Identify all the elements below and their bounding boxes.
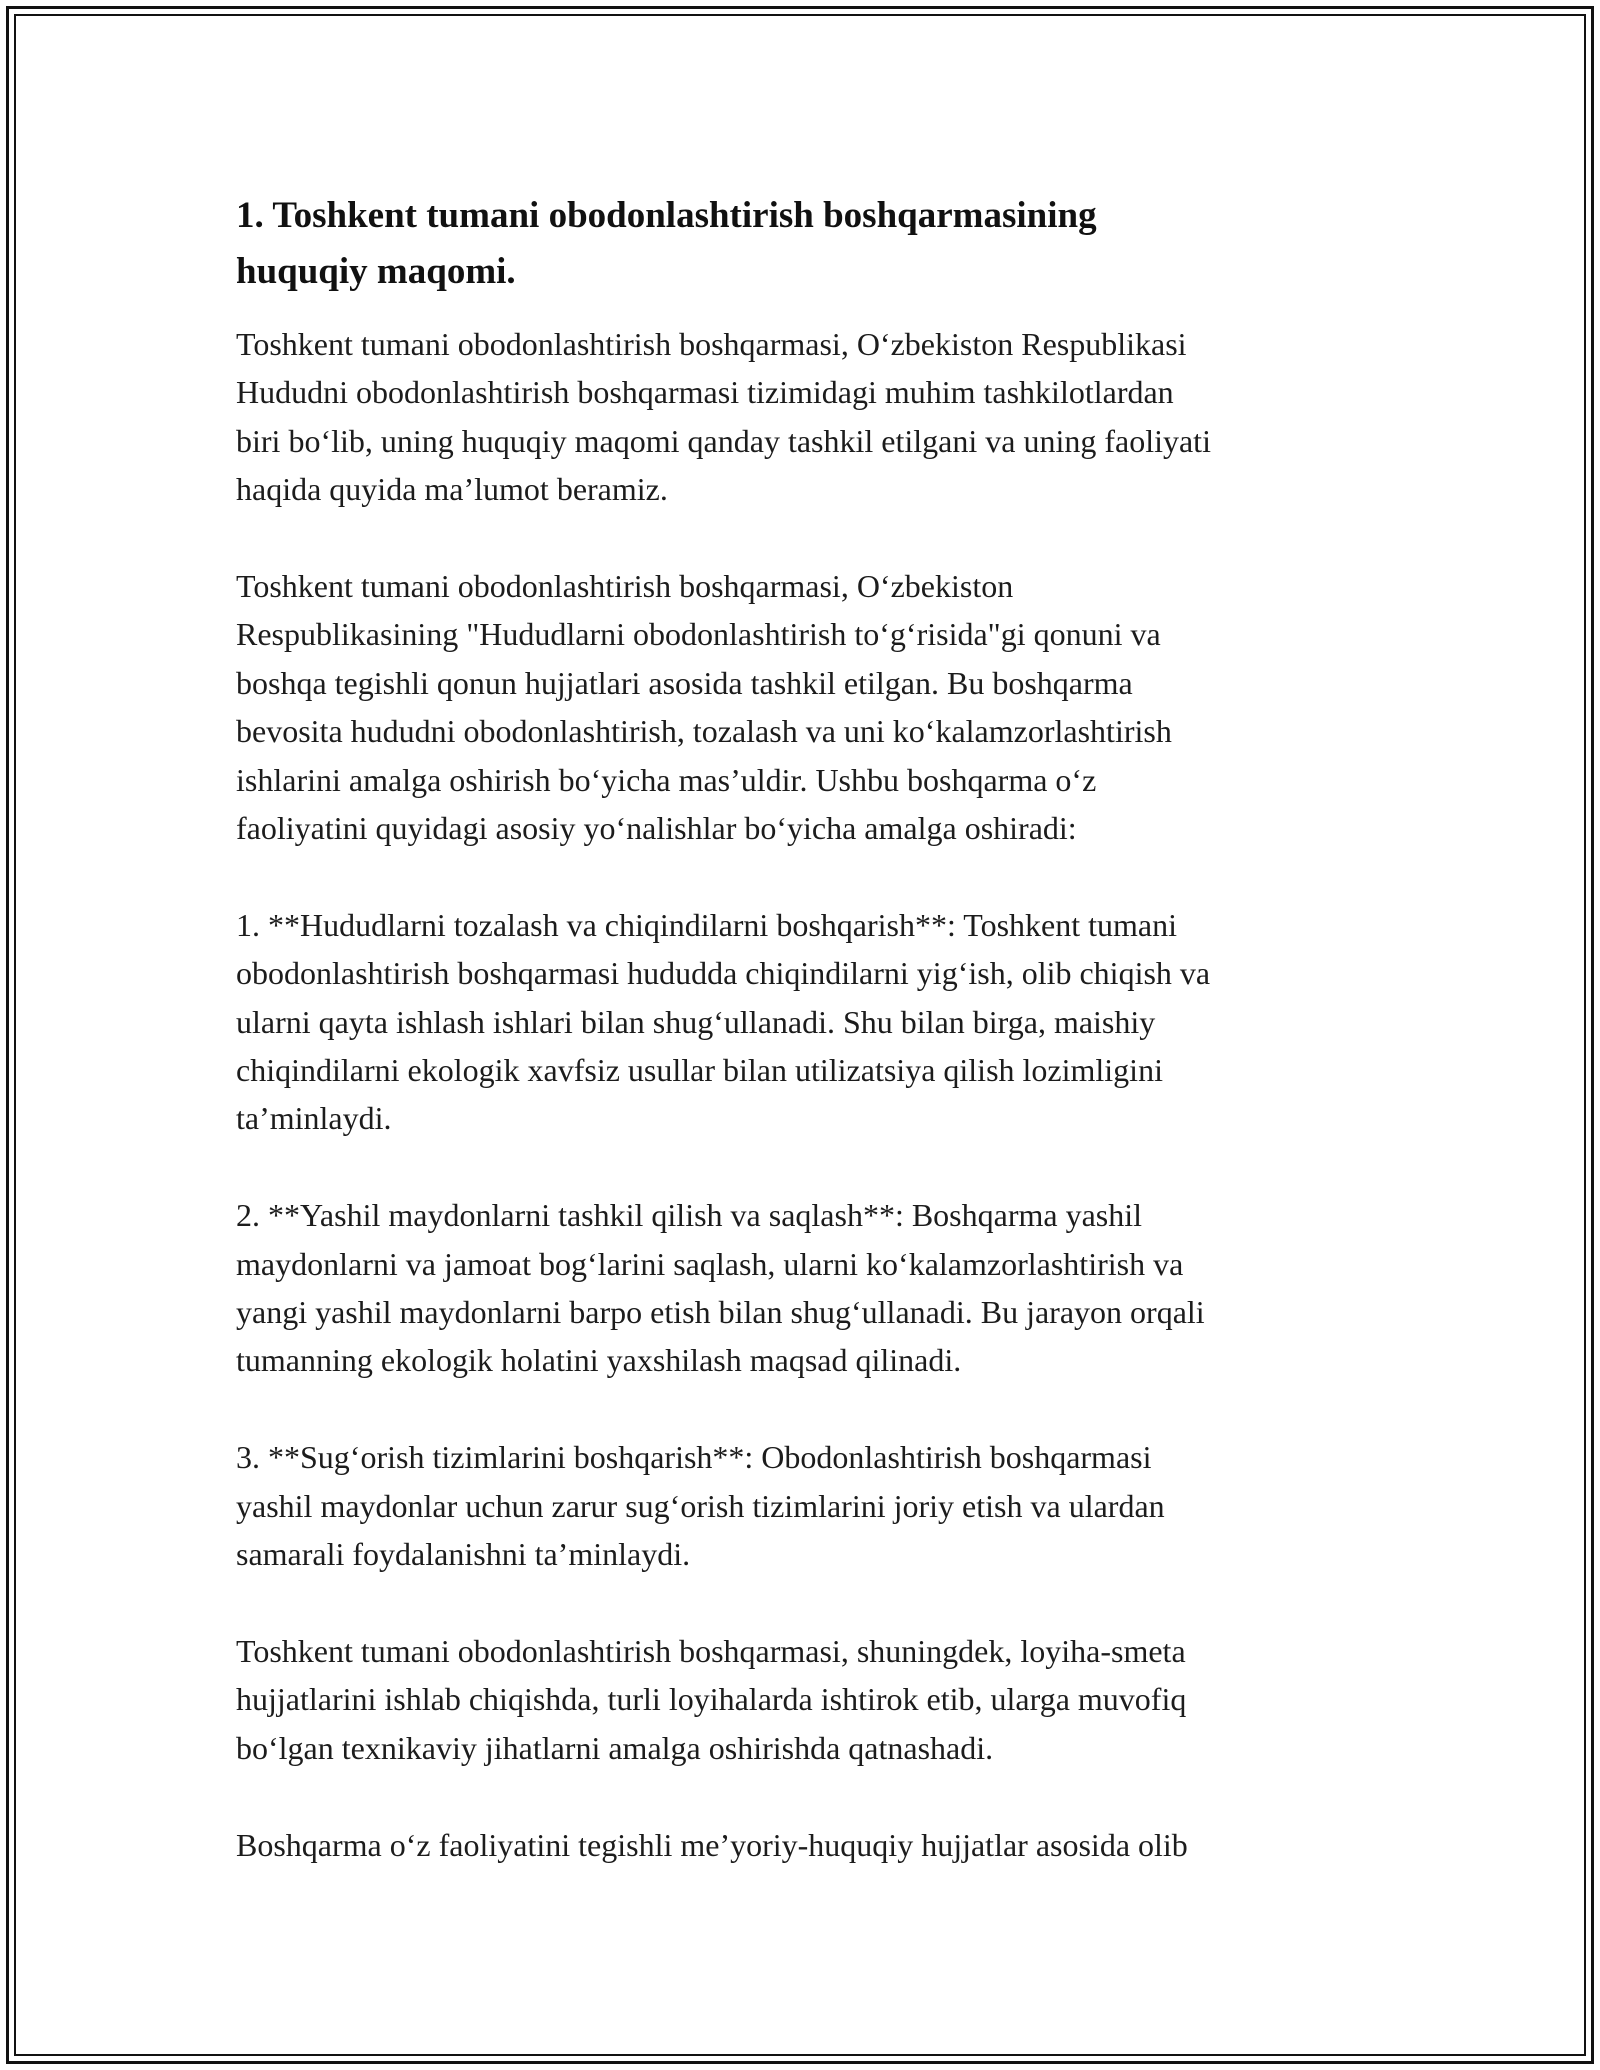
paragraph-line: bo‘lgan texnikaviy jihatlarni amalga oshirishda qatnashadi.	[236, 1729, 994, 1766]
section-heading-line: 1. Toshkent tumani obodonlashtirish boshqarmasining	[236, 195, 1097, 236]
section-heading	[236, 188, 1366, 300]
paragraph-line: maydonlarni va jamoat bog‘larini saqlash, ularni ko‘kalamzorlashtirish va	[236, 1245, 1184, 1282]
paragraph-line: Boshqarma o‘z faoliyatini tegishli me’yoriy-huquqiy hujjatlar asosida olib	[236, 1826, 1188, 1863]
paragraph-line: yangi yashil maydonlarni barpo etish bilan shug‘ullanadi. Bu jarayon orqali	[236, 1294, 1205, 1331]
paragraph-line: Toshkent tumani obodonlashtirish boshqarmasi, O‘zbekiston Respublikasi	[236, 326, 1187, 362]
document-body	[236, 188, 1366, 1917]
paragraph-line: ishlarini amalga oshirish bo‘yicha mas’uldir. Ushbu boshqarma o‘z	[236, 761, 1097, 798]
paragraph-line: obodonlashtirish boshqarmasi hududda chiqindilarni yig‘ish, olib chiqish va	[236, 955, 1211, 992]
body-paragraph	[236, 901, 1366, 1143]
paragraph-line: ularni qayta ishlash ishlari bilan shug‘ullanadi. Shu bilan birga, maishiy	[236, 1003, 1156, 1040]
body-paragraph	[236, 562, 1366, 852]
paragraph-line: Hududni obodonlashtirish boshqarmasi tizimidagi muhim tashkilotlardan	[236, 374, 1174, 411]
paragraph-line: yashil maydonlar uchun zarur sug‘orish tizimlarini joriy etish va ulardan	[236, 1487, 1165, 1524]
paragraph-line: 1. **Hududlarni tozalash va chiqindilarni boshqarish**: Toshkent tumani	[236, 906, 1178, 943]
paragraph-line: hujjatlarini ishlab chiqishda, turli loyihalarda ishtirok etib, ularga muvofiq	[236, 1681, 1187, 1718]
paragraph-line: samarali foydalanishni ta’minlaydi.	[236, 1536, 691, 1573]
paragraph-line: bevosita hududni obodonlashtirish, tozalash va uni ko‘kalamzorlashtirish	[236, 713, 1172, 750]
paragraph-line: ta’minlaydi.	[236, 1100, 392, 1137]
paragraph-line: biri bo‘lib, uning huquqiy maqomi qanday tashkil etilgani va uning faoliyati	[236, 422, 1211, 459]
paragraph-line: 3. **Sug‘orish tizimlarini boshqarish**: Obodonlashtirish boshqarmasi	[236, 1439, 1152, 1476]
paragraph-line: chiqindilarni ekologik xavfsiz usullar bilan utilizatsiya qilish lozimligini	[236, 1052, 1163, 1089]
paragraph-line: faoliyatini quyidagi asosiy yo‘nalishlar bo‘yicha amalga oshiradi:	[236, 810, 1077, 847]
body-paragraph	[236, 1191, 1366, 1385]
paragraph-line: boshqa tegishli qonun hujjatlari asosida tashkil etilgan. Bu boshqarma	[236, 664, 1133, 701]
paragraph-line: Toshkent tumani obodonlashtirish boshqarmasi, O‘zbekiston	[236, 568, 1014, 605]
body-paragraph	[236, 1433, 1366, 1578]
body-paragraph	[236, 320, 1366, 514]
paragraph-line: tumanning ekologik holatini yaxshilash maqsad qilinadi.	[236, 1342, 962, 1379]
body-paragraph	[236, 1821, 1366, 1869]
body-paragraph	[236, 1627, 1366, 1772]
paragraph-line: Toshkent tumani obodonlashtirish boshqarmasi, shuningdek, loyiha-smeta	[236, 1632, 1186, 1669]
paragraph-line: Respublikasining "Hududlarni obodonlashtirish to‘g‘risida"gi qonuni va	[236, 616, 1161, 653]
paragraphs-container	[236, 320, 1366, 1869]
section-heading-line: huquqiy maqomi.	[236, 251, 516, 292]
paragraph-line: haqida quyida ma’lumot beramiz.	[236, 471, 668, 508]
paragraph-line: 2. **Yashil maydonlarni tashkil qilish va saqlash**: Boshqarma yashil	[236, 1197, 1143, 1234]
